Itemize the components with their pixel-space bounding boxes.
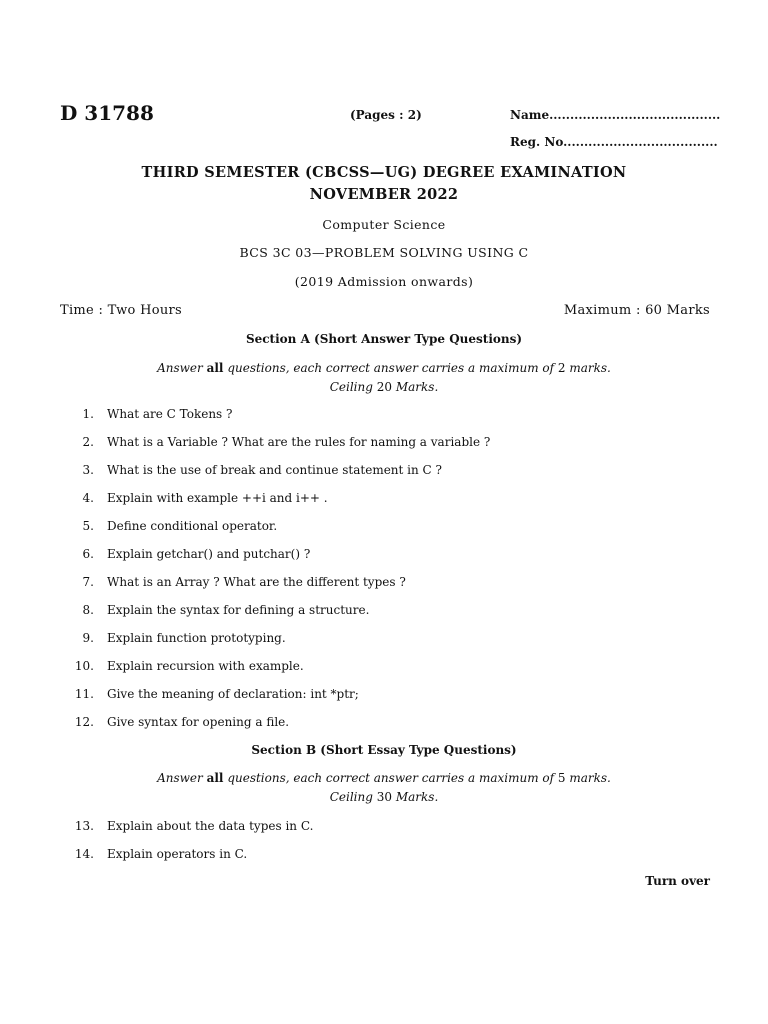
- question-item: 8. Explain the syntax for defining a structure.: [82, 603, 370, 617]
- section-b-heading: Section B (Short Essay Type Questions): [251, 743, 517, 757]
- name-field: Name.........................................: [510, 108, 721, 122]
- question-item: 10. Explain recursion with example.: [74, 659, 304, 673]
- turn-over-note: Turn over: [645, 874, 710, 888]
- paper-code: D 31788: [60, 101, 154, 125]
- section-a-heading: Section A (Short Answer Type Questions): [245, 332, 523, 346]
- question-item: 9. Explain function prototyping.: [82, 631, 286, 645]
- question-item: 6. Explain getchar() and putchar() ?: [82, 547, 311, 561]
- question-item: 5. Define conditional operator.: [82, 519, 278, 533]
- question-item: 3. What is the use of break and continue statement in C ?: [82, 463, 442, 477]
- admission-note: (2019 Admission onwards): [294, 274, 474, 289]
- maximum-marks: Maximum : 60 Marks: [563, 303, 710, 318]
- page-count: (Pages : 2): [350, 108, 422, 122]
- section-b-instructions: Answer all questions, each correct answer carries a maximum of 5 marks. Ceiling 30 Marks.: [157, 771, 611, 804]
- subject: Computer Science: [322, 217, 446, 232]
- question-item: 1. What are C Tokens ?: [82, 407, 233, 421]
- question-item: 14. Explain operators in C.: [74, 847, 248, 861]
- exam-date: NOVEMBER 2022: [309, 186, 459, 203]
- question-item: 11. Give the meaning of declaration: int *ptr;: [74, 687, 359, 701]
- question-item: 4. Explain with example ++i and i++ .: [82, 491, 328, 505]
- reg-no-field: Reg. No.....................................: [510, 135, 718, 149]
- question-item: 2. What is a Variable ? What are the rules for naming a variable ?: [82, 435, 491, 449]
- time-allowed: Time : Two Hours: [60, 303, 183, 318]
- question-item: 13. Explain about the data types in C.: [74, 819, 314, 833]
- exam-title: THIRD SEMESTER (CBCSS—UG) DEGREE EXAMINATION: [141, 164, 627, 181]
- section-a-instructions: Answer all questions, each correct answer carries a maximum of 2 marks. Ceiling 20 Marks.: [157, 361, 611, 394]
- paper-name: BCS 3C 03—PROBLEM SOLVING USING C: [239, 245, 529, 260]
- question-item: 12. Give syntax for opening a file.: [74, 715, 290, 729]
- question-item: 7. What is an Array ? What are the different types ?: [82, 575, 406, 589]
